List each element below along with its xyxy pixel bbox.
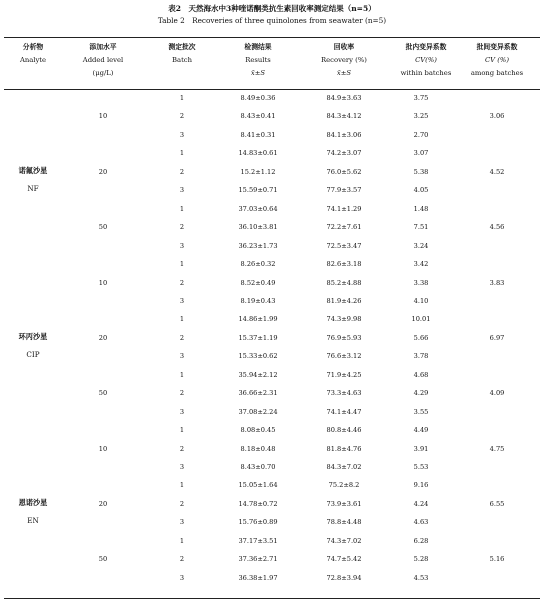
batch-cell: 2 bbox=[179, 444, 185, 453]
batch-cell: 1 bbox=[179, 536, 185, 545]
result-cell: 37.36±2.71 bbox=[238, 555, 278, 564]
recovery-cell: 80.8±4.46 bbox=[326, 426, 362, 435]
within-cv-cell: 3.55 bbox=[413, 407, 429, 416]
analyte-name-zh: 恩诺沙星 bbox=[18, 497, 48, 507]
column-header-en: Results bbox=[245, 56, 271, 64]
recovery-cell: 74.3±9.98 bbox=[326, 315, 362, 324]
column-header bbox=[223, 41, 293, 80]
recovery-cell: 84.1±3.06 bbox=[326, 130, 362, 139]
within-cv-cell: 4.29 bbox=[413, 389, 429, 398]
added-level-cell: 10 bbox=[98, 278, 108, 287]
header-bottom-rule bbox=[4, 89, 540, 90]
column-header-en: (μg/L) bbox=[92, 69, 114, 77]
column-header bbox=[152, 41, 212, 67]
analyte-label bbox=[3, 497, 63, 527]
analyte-name-en: NF bbox=[27, 183, 39, 193]
added-level-cell: 50 bbox=[98, 223, 108, 232]
recovery-cell: 84.3±7.02 bbox=[326, 463, 362, 471]
between-cv-cell: 4.75 bbox=[489, 444, 505, 453]
column-header-en: Recovery (%) bbox=[321, 56, 367, 64]
result-cell: 36.38±1.97 bbox=[238, 573, 278, 582]
result-cell: 35.94±2.12 bbox=[238, 370, 278, 379]
batch-cell: 2 bbox=[179, 389, 185, 398]
batch-cell: 2 bbox=[179, 167, 185, 176]
between-cv-cell: 3.83 bbox=[489, 278, 505, 287]
within-cv-cell: 3.91 bbox=[413, 444, 429, 453]
recovery-cell: 72.5±3.47 bbox=[326, 241, 362, 250]
column-header-en: within batches bbox=[400, 69, 452, 77]
within-cv-cell: 3.38 bbox=[413, 278, 429, 287]
added-level-cell: 10 bbox=[98, 112, 108, 121]
added-level-cell: 50 bbox=[98, 389, 108, 398]
result-cell: 14.86±1.99 bbox=[238, 315, 278, 324]
added-level-cell: 20 bbox=[98, 333, 108, 342]
recovery-cell: 81.8±4.76 bbox=[326, 444, 362, 453]
recovery-cell: 72.2±7.61 bbox=[326, 223, 362, 232]
column-header bbox=[386, 41, 466, 80]
recovery-cell: 74.7±5.42 bbox=[326, 555, 362, 564]
added-level-cell: 50 bbox=[98, 555, 108, 564]
analyte-name-en: EN bbox=[27, 515, 39, 525]
within-cv-cell: 1.48 bbox=[413, 204, 429, 213]
recovery-cell: 81.9±4.26 bbox=[326, 296, 362, 305]
within-cv-cell: 3.75 bbox=[413, 94, 429, 102]
recovery-cell: 73.9±3.61 bbox=[326, 499, 362, 508]
batch-cell: 1 bbox=[179, 94, 185, 102]
within-cv-cell: 10.01 bbox=[411, 315, 431, 324]
column-header-en: Added level bbox=[82, 56, 124, 64]
batch-cell: 2 bbox=[179, 112, 185, 121]
recovery-cell: 76.0±5.62 bbox=[326, 167, 362, 176]
batch-cell: 1 bbox=[179, 149, 185, 158]
recovery-cell: 71.9±4.25 bbox=[326, 370, 362, 379]
batch-cell: 3 bbox=[179, 463, 185, 471]
result-cell: 8.43±0.70 bbox=[240, 463, 276, 471]
batch-cell: 1 bbox=[179, 260, 185, 269]
within-cv-cell: 3.07 bbox=[413, 149, 429, 158]
within-cv-cell: 4.49 bbox=[413, 426, 429, 435]
result-cell: 36.10±3.81 bbox=[238, 223, 278, 232]
result-cell: 37.17±3.51 bbox=[238, 536, 278, 545]
batch-cell: 1 bbox=[179, 481, 185, 490]
batch-cell: 3 bbox=[179, 241, 185, 250]
result-cell: 8.19±0.43 bbox=[240, 296, 276, 305]
within-cv-cell: 5.38 bbox=[413, 167, 429, 176]
column-header-en: among batches bbox=[470, 69, 524, 77]
column-header bbox=[457, 41, 537, 80]
within-cv-cell: 3.24 bbox=[413, 241, 429, 250]
batch-cell: 2 bbox=[179, 278, 185, 287]
column-header-en: CV(%) bbox=[415, 56, 437, 64]
batch-cell: 3 bbox=[179, 352, 185, 361]
batch-cell: 3 bbox=[179, 186, 185, 195]
column-header-en: Batch bbox=[172, 56, 192, 64]
column-header-zh: 回收率 bbox=[333, 43, 355, 51]
between-cv-cell: 4.56 bbox=[489, 223, 505, 232]
analyte-name-en: CIP bbox=[26, 349, 40, 359]
analyte-name-zh: 环丙沙星 bbox=[18, 331, 48, 341]
recovery-cell: 85.2±4.88 bbox=[326, 278, 362, 287]
between-cv-cell: 5.16 bbox=[489, 555, 505, 564]
analyte-name-zh: 诺氟沙星 bbox=[18, 165, 48, 175]
recovery-cell: 77.9±3.57 bbox=[326, 186, 362, 195]
within-cv-cell: 3.25 bbox=[413, 112, 429, 121]
result-cell: 15.76±0.89 bbox=[238, 518, 278, 527]
batch-cell: 2 bbox=[179, 555, 185, 564]
recovery-cell: 74.1±4.47 bbox=[326, 407, 362, 416]
table-top-rule bbox=[4, 37, 540, 38]
table-caption-zh: 表2 天然海水中3种喹诺酮类抗生素回收率测定结果（n=5） bbox=[168, 4, 376, 13]
result-cell: 15.37±1.19 bbox=[238, 333, 278, 342]
recovery-cell: 84.9±3.63 bbox=[326, 94, 362, 102]
result-cell: 15.2±1.12 bbox=[240, 167, 276, 176]
column-header-zh: 测定批次 bbox=[168, 43, 196, 51]
recovery-cell: 74.1±1.29 bbox=[326, 204, 362, 213]
between-cv-cell: 6.97 bbox=[489, 333, 505, 342]
column-header-en: Analyte bbox=[19, 56, 47, 64]
column-header-en: x̄±S bbox=[336, 69, 352, 77]
column-header-en: CV (%) bbox=[484, 56, 510, 64]
within-cv-cell: 5.28 bbox=[413, 555, 429, 564]
added-level-cell: 20 bbox=[98, 167, 108, 176]
table-bottom-rule bbox=[4, 598, 540, 599]
batch-cell: 1 bbox=[179, 426, 185, 435]
result-cell: 8.08±0.45 bbox=[240, 426, 276, 435]
column-header-zh: 检测结果 bbox=[244, 43, 272, 51]
analyte-label bbox=[3, 165, 63, 195]
batch-cell: 3 bbox=[179, 296, 185, 305]
batch-cell: 1 bbox=[179, 204, 185, 213]
column-header-zh: 添加水平 bbox=[89, 43, 117, 51]
within-cv-cell: 5.53 bbox=[413, 463, 429, 471]
batch-cell: 1 bbox=[179, 370, 185, 379]
result-cell: 15.59±0.71 bbox=[238, 186, 278, 195]
batch-cell: 3 bbox=[179, 573, 185, 582]
recovery-cell: 78.8±4.48 bbox=[326, 518, 362, 527]
column-header-zh: 批间变异系数 bbox=[476, 43, 518, 51]
result-cell: 14.78±0.72 bbox=[238, 499, 278, 508]
table-caption-en: Table 2 Recoveries of three quinolones from seawater (n=5) bbox=[157, 16, 387, 25]
within-cv-cell: 4.24 bbox=[413, 499, 429, 508]
column-header bbox=[0, 41, 68, 67]
recovery-cell: 76.6±3.12 bbox=[326, 352, 362, 361]
column-header-zh: 批内变异系数 bbox=[405, 43, 447, 51]
recovery-cell: 72.8±3.94 bbox=[326, 573, 362, 582]
recovery-cell: 76.9±5.93 bbox=[326, 333, 362, 342]
added-level-cell: 10 bbox=[98, 444, 108, 453]
result-cell: 36.66±2.31 bbox=[238, 389, 278, 398]
batch-cell: 2 bbox=[179, 333, 185, 342]
result-cell: 37.03±0.64 bbox=[238, 204, 278, 213]
batch-cell: 3 bbox=[179, 130, 185, 139]
batch-cell: 2 bbox=[179, 499, 185, 508]
between-cv-cell: 4.52 bbox=[489, 167, 505, 176]
within-cv-cell: 6.28 bbox=[413, 536, 429, 545]
batch-cell: 1 bbox=[179, 315, 185, 324]
batch-cell: 2 bbox=[179, 223, 185, 232]
column-header bbox=[304, 41, 384, 80]
recovery-cell: 84.3±4.12 bbox=[326, 112, 362, 121]
result-cell: 8.49±0.36 bbox=[240, 94, 276, 102]
within-cv-cell: 3.42 bbox=[413, 260, 429, 269]
result-cell: 8.43±0.41 bbox=[240, 112, 276, 121]
column-header-zh: 分析物 bbox=[22, 43, 44, 51]
batch-cell: 3 bbox=[179, 518, 185, 527]
within-cv-cell: 9.16 bbox=[413, 481, 429, 490]
between-cv-cell: 4.09 bbox=[489, 389, 505, 398]
recovery-cell: 74.2±3.07 bbox=[326, 149, 362, 158]
between-cv-cell: 6.55 bbox=[489, 499, 505, 508]
result-cell: 15.05±1.64 bbox=[238, 481, 278, 490]
between-cv-cell: 3.06 bbox=[489, 112, 505, 121]
batch-cell: 3 bbox=[179, 407, 185, 416]
within-cv-cell: 3.78 bbox=[413, 352, 429, 361]
column-header bbox=[68, 41, 138, 80]
result-cell: 15.33±0.62 bbox=[238, 352, 278, 361]
within-cv-cell: 4.63 bbox=[413, 518, 429, 527]
result-cell: 8.26±0.32 bbox=[240, 260, 276, 269]
column-header-en: x̄±S bbox=[250, 69, 266, 77]
within-cv-cell: 5.66 bbox=[413, 333, 429, 342]
added-level-cell: 20 bbox=[98, 499, 108, 508]
within-cv-cell: 4.68 bbox=[413, 370, 429, 379]
result-cell: 37.08±2.24 bbox=[238, 407, 278, 416]
result-cell: 8.41±0.31 bbox=[240, 130, 276, 139]
recovery-cell: 82.6±3.18 bbox=[326, 260, 362, 269]
result-cell: 14.83±0.61 bbox=[238, 149, 278, 158]
recovery-cell: 75.2±8.2 bbox=[328, 481, 360, 490]
recovery-cell: 74.3±7.02 bbox=[326, 536, 362, 545]
result-cell: 8.18±0.48 bbox=[240, 444, 276, 453]
within-cv-cell: 7.51 bbox=[413, 223, 429, 232]
result-cell: 8.52±0.49 bbox=[240, 278, 276, 287]
within-cv-cell: 4.10 bbox=[413, 296, 429, 305]
within-cv-cell: 4.05 bbox=[413, 186, 429, 195]
recovery-cell: 73.3±4.63 bbox=[326, 389, 362, 398]
within-cv-cell: 2.70 bbox=[413, 130, 429, 139]
result-cell: 36.23±1.73 bbox=[238, 241, 278, 250]
within-cv-cell: 4.53 bbox=[413, 573, 429, 582]
analyte-label bbox=[3, 331, 63, 361]
